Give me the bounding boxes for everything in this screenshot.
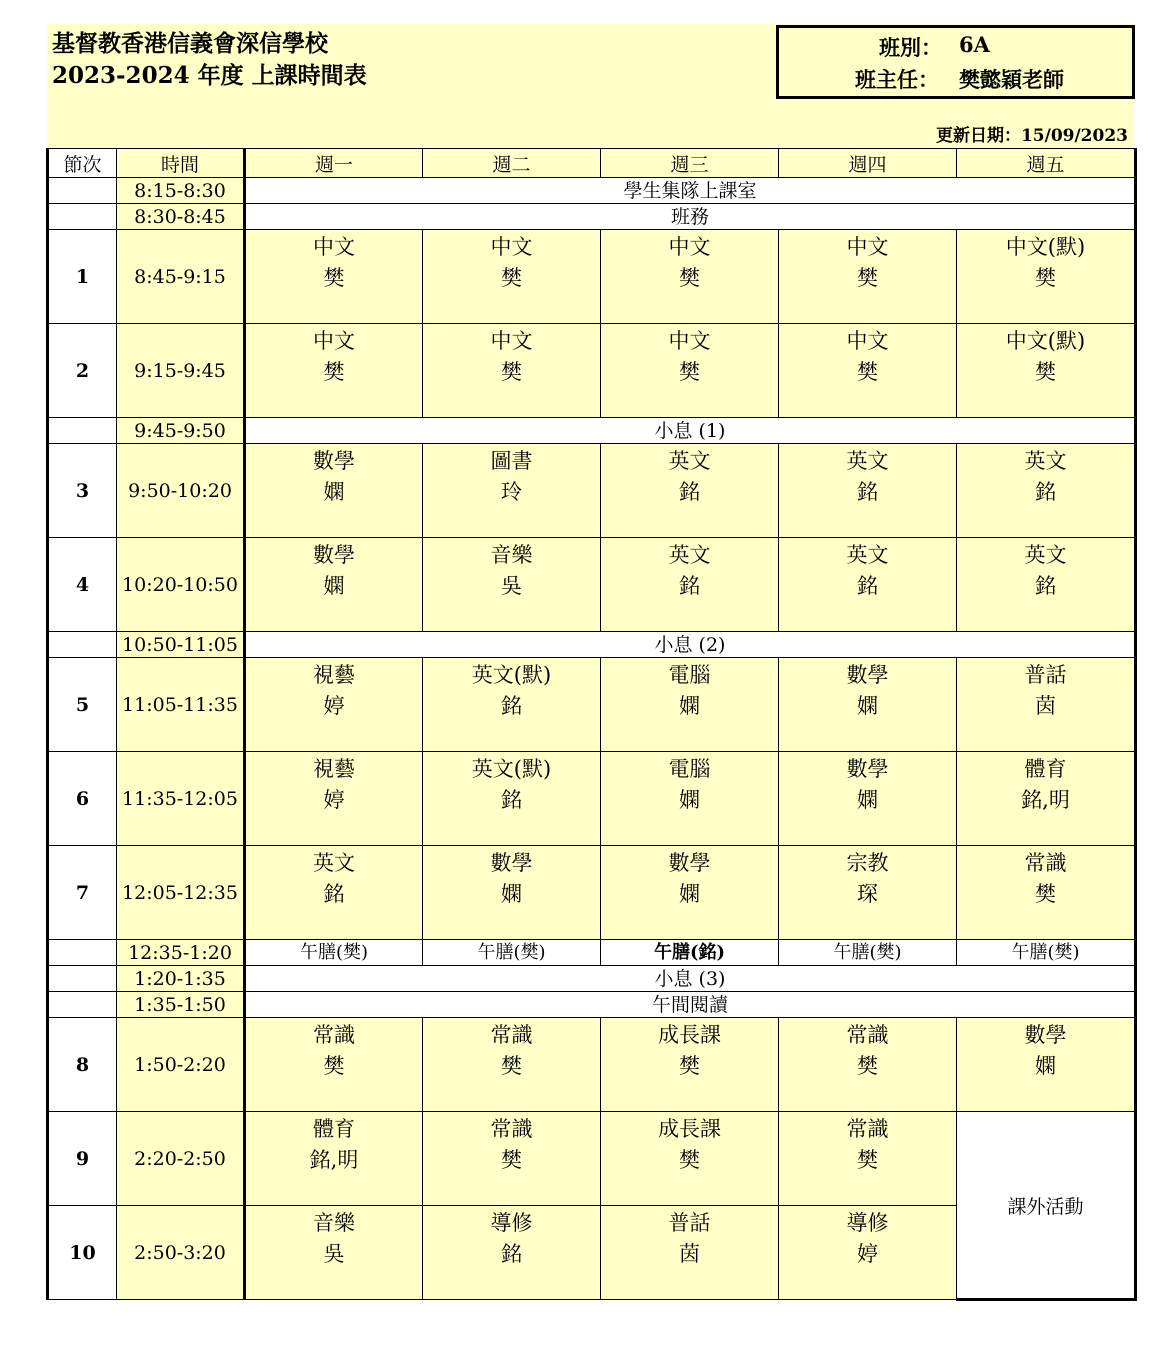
lesson-row — [48, 1112, 1136, 1206]
time-cell: 9:50-10:20 — [117, 444, 245, 538]
activity-cell: 班務 — [245, 204, 1136, 230]
subject-name: 常識 — [490, 1023, 533, 1047]
lesson-cell-mon — [245, 538, 423, 632]
lesson-cell-mon — [245, 324, 423, 418]
lesson-cell-tue — [423, 752, 601, 846]
lesson-cell-fri — [957, 846, 1136, 940]
subject-name: 英文 — [846, 543, 889, 567]
period-cell — [48, 992, 117, 1018]
subject-name: 音樂 — [490, 543, 533, 567]
subject-name: 成長課 — [658, 1023, 721, 1047]
time-cell: 9:15-9:45 — [117, 324, 245, 418]
lesson-cell-thu — [779, 1112, 957, 1206]
period-cell — [48, 632, 117, 658]
teacher-name: 婷 — [323, 788, 345, 812]
lesson-cell-wed — [601, 444, 779, 538]
lesson-cell-thu — [779, 538, 957, 632]
teacher-name: 樊 — [1035, 360, 1056, 384]
lesson-cell-wed — [601, 658, 779, 752]
subject-name: 中文 — [846, 329, 889, 353]
lesson-cell-tue — [423, 846, 601, 940]
lesson-cell-fri — [957, 658, 1136, 752]
lesson-cell-wed — [601, 1206, 779, 1300]
timetable-title: 2023-2024 年度 上課時間表 — [52, 62, 367, 89]
teacher-name: 樊 — [679, 360, 700, 384]
time-cell: 10:20-10:50 — [117, 538, 245, 632]
subject-name: 視藝 — [313, 663, 355, 687]
lesson-row — [48, 846, 1136, 940]
lesson-cell-wed — [601, 1112, 779, 1206]
teacher-name: 婷 — [323, 694, 345, 718]
subject-name: 英文 — [1024, 543, 1067, 567]
teacher-name: 嫻 — [679, 694, 700, 718]
teacher-name: 樊 — [857, 266, 878, 290]
teacher-name: 樊 — [857, 360, 878, 384]
period-cell — [48, 178, 117, 204]
lesson-cell-thu — [779, 658, 957, 752]
teacher-name: 銘 — [501, 788, 522, 812]
teacher-name: 樊 — [323, 266, 345, 290]
lesson-cell-mon — [245, 1206, 423, 1300]
lesson-row — [48, 324, 1136, 418]
teacher-name: 嫻 — [857, 788, 878, 812]
teacher-name: 銘 — [679, 480, 700, 504]
lesson-row — [48, 538, 1136, 632]
class-label: 班別： — [879, 35, 942, 60]
subject-name: 體育 — [1024, 757, 1067, 781]
lesson-cell-wed — [601, 846, 779, 940]
subject-name: 中文 — [313, 329, 355, 353]
lesson-cell-thu — [779, 846, 957, 940]
lunch-cell-wed: 午膳(銘) — [601, 940, 779, 966]
lesson-cell-fri — [957, 230, 1136, 324]
period-number: 4 — [48, 538, 117, 632]
lesson-cell-mon — [245, 846, 423, 940]
col-header-time: 時間 — [117, 149, 245, 178]
school-title — [52, 28, 367, 92]
subject-name: 常識 — [1024, 851, 1067, 875]
reading-cell: 午間閱讀 — [245, 992, 1136, 1018]
lesson-cell-fri — [957, 324, 1136, 418]
teacher-name: 銘 — [1035, 480, 1056, 504]
reading-row — [48, 992, 1136, 1018]
lesson-cell-tue — [423, 538, 601, 632]
lesson-cell-mon — [245, 658, 423, 752]
subject-name: 數學 — [846, 757, 889, 781]
time-cell: 8:30-8:45 — [117, 204, 245, 230]
subject-name: 中文 — [668, 235, 711, 259]
lesson-cell-tue — [423, 444, 601, 538]
teacher-name: 銘,明 — [309, 1148, 359, 1172]
subject-name: 中文 — [490, 235, 533, 259]
lesson-cell-tue — [423, 230, 601, 324]
teacher-name: 嫻 — [679, 882, 700, 906]
teacher-name: 銘 — [679, 574, 700, 598]
activity-cell: 學生集隊上課室 — [245, 178, 1136, 204]
subject-name: 導修 — [490, 1211, 533, 1235]
teacher-name: 茵 — [679, 1242, 700, 1266]
subject-name: 英文 — [313, 851, 355, 875]
teacher-name: 樊 — [501, 1148, 522, 1172]
time-cell: 12:05-12:35 — [117, 846, 245, 940]
lesson-row — [48, 444, 1136, 538]
subject-name: 普話 — [1024, 663, 1067, 687]
teacher-name: 銘 — [857, 574, 878, 598]
teacher-name: 樊 — [323, 1054, 345, 1078]
teacher-name: 嫻 — [857, 694, 878, 718]
teacher-name: 樊 — [323, 360, 345, 384]
lesson-cell-mon — [245, 752, 423, 846]
lesson-cell-fri — [957, 444, 1136, 538]
teacher-name: 茵 — [1035, 694, 1056, 718]
lesson-cell-tue — [423, 1112, 601, 1206]
subject-name: 普話 — [668, 1211, 711, 1235]
teacher-name: 銘 — [501, 1242, 522, 1266]
break-cell: 小息 (2) — [245, 632, 1136, 658]
subject-name: 成長課 — [658, 1117, 721, 1141]
teacher-name: 銘,明 — [1021, 788, 1070, 812]
lesson-cell-wed — [601, 538, 779, 632]
teacher-value: 樊懿穎老師 — [959, 67, 1064, 92]
time-cell: 8:15-8:30 — [117, 178, 245, 204]
subject-name: 常識 — [490, 1117, 533, 1141]
teacher-name: 銘 — [857, 480, 878, 504]
teacher-name: 嫻 — [1035, 1054, 1056, 1078]
lesson-cell-tue — [423, 658, 601, 752]
subject-name: 數學 — [668, 851, 711, 875]
subject-name: 英文(默) — [471, 757, 552, 781]
subject-name: 英文(默) — [471, 663, 552, 687]
lesson-cell-tue — [423, 324, 601, 418]
time-cell: 2:20-2:50 — [117, 1112, 245, 1206]
teacher-name: 樊 — [679, 1054, 700, 1078]
lesson-cell-wed — [601, 1018, 779, 1112]
teacher-name: 樊 — [1035, 266, 1056, 290]
time-cell: 11:05-11:35 — [117, 658, 245, 752]
time-cell: 10:50-11:05 — [117, 632, 245, 658]
lesson-cell-fri — [957, 1018, 1136, 1112]
period-cell — [48, 966, 117, 992]
teacher-label: 班主任： — [855, 67, 939, 92]
time-cell: 12:35-1:20 — [117, 940, 245, 966]
subject-name: 中文(默) — [1005, 329, 1086, 353]
lesson-cell-wed — [601, 230, 779, 324]
subject-name: 中文 — [668, 329, 711, 353]
col-header-thu: 週四 — [779, 149, 957, 178]
break-cell: 小息 (3) — [245, 966, 1136, 992]
break-row — [48, 966, 1136, 992]
period-number: 7 — [48, 846, 117, 940]
teacher-name: 嫻 — [323, 480, 345, 504]
lunch-cell-tue: 午膳(樊) — [423, 940, 601, 966]
extracurricular-cell: 課外活動 — [957, 1112, 1136, 1300]
subject-name: 數學 — [490, 851, 533, 875]
period-number: 3 — [48, 444, 117, 538]
period-cell — [48, 204, 117, 230]
lesson-cell-thu — [779, 1206, 957, 1300]
subject-name: 數學 — [1024, 1023, 1067, 1047]
lunch-cell-fri: 午膳(樊) — [957, 940, 1136, 966]
time-cell: 2:50-3:20 — [117, 1206, 245, 1300]
lesson-cell-fri — [957, 538, 1136, 632]
lesson-row — [48, 752, 1136, 846]
period-number: 5 — [48, 658, 117, 752]
subject-name: 數學 — [313, 449, 355, 473]
teacher-name: 樊 — [857, 1148, 878, 1172]
time-cell: 9:45-9:50 — [117, 418, 245, 444]
teacher-name: 琛 — [857, 882, 878, 906]
break-row — [48, 632, 1136, 658]
period-number: 9 — [48, 1112, 117, 1206]
lesson-row — [48, 1018, 1136, 1112]
teacher-name: 樊 — [679, 1148, 700, 1172]
subject-name: 圖書 — [490, 449, 533, 473]
lesson-cell-thu — [779, 752, 957, 846]
header-row — [48, 149, 1136, 178]
time-cell: 1:20-1:35 — [117, 966, 245, 992]
subject-name: 電腦 — [668, 663, 711, 687]
subject-name: 中文 — [490, 329, 533, 353]
period-number: 8 — [48, 1018, 117, 1112]
subject-name: 數學 — [846, 663, 889, 687]
teacher-name: 樊 — [1035, 882, 1056, 906]
subject-name: 常識 — [846, 1117, 889, 1141]
subject-name: 音樂 — [313, 1211, 355, 1235]
teacher-name: 銘 — [1035, 574, 1056, 598]
assembly-row — [48, 178, 1136, 204]
subject-name: 體育 — [313, 1117, 355, 1141]
lunch-row — [48, 940, 1136, 966]
teacher-name: 樊 — [679, 266, 700, 290]
lesson-cell-wed — [601, 752, 779, 846]
time-cell: 1:50-2:20 — [117, 1018, 245, 1112]
lesson-cell-mon — [245, 1112, 423, 1206]
subject-name: 電腦 — [668, 757, 711, 781]
lesson-cell-thu — [779, 1018, 957, 1112]
subject-name: 宗教 — [846, 851, 889, 875]
col-header-period: 節次 — [48, 149, 117, 178]
lunch-cell-mon: 午膳(樊) — [245, 940, 423, 966]
lesson-cell-wed — [601, 324, 779, 418]
subject-name: 中文 — [313, 235, 355, 259]
lesson-cell-mon — [245, 1018, 423, 1112]
teacher-name: 樊 — [501, 1054, 522, 1078]
subject-name: 常識 — [313, 1023, 355, 1047]
lunch-cell-thu: 午膳(樊) — [779, 940, 957, 966]
teacher-name: 玲 — [501, 480, 522, 504]
updated-date: 更新日期：15/09/2023 — [935, 126, 1128, 146]
lesson-row — [48, 230, 1136, 324]
break-row — [48, 418, 1136, 444]
teacher-name: 樊 — [501, 360, 522, 384]
time-cell: 8:45-9:15 — [117, 230, 245, 324]
period-cell — [48, 940, 117, 966]
lesson-cell-fri — [957, 752, 1136, 846]
time-cell: 11:35-12:05 — [117, 752, 245, 846]
lesson-cell-thu — [779, 324, 957, 418]
lesson-cell-tue — [423, 1018, 601, 1112]
lesson-cell-thu — [779, 230, 957, 324]
subject-name: 中文 — [846, 235, 889, 259]
subject-name: 中文(默) — [1005, 235, 1086, 259]
teacher-name: 吳 — [501, 574, 522, 598]
teacher-name: 嫻 — [323, 574, 345, 598]
teacher-name: 吳 — [323, 1242, 345, 1266]
lesson-cell-tue — [423, 1206, 601, 1300]
class-value: 6A — [959, 32, 990, 57]
col-header-fri: 週五 — [957, 149, 1136, 178]
teacher-name: 樊 — [501, 266, 522, 290]
teacher-name: 銘 — [323, 882, 345, 906]
class-affairs-row — [48, 204, 1136, 230]
lesson-cell-mon — [245, 230, 423, 324]
subject-name: 數學 — [313, 543, 355, 567]
period-number: 2 — [48, 324, 117, 418]
subject-name: 導修 — [846, 1211, 889, 1235]
lesson-cell-mon — [245, 444, 423, 538]
teacher-name: 嫻 — [679, 788, 700, 812]
teacher-name: 銘 — [501, 694, 522, 718]
teacher-name: 樊 — [857, 1054, 878, 1078]
lesson-cell-thu — [779, 444, 957, 538]
teacher-name: 嫻 — [501, 882, 522, 906]
class-info-box — [776, 25, 1135, 99]
subject-name: 英文 — [668, 449, 711, 473]
time-cell: 1:35-1:50 — [117, 992, 245, 1018]
subject-name: 視藝 — [313, 757, 355, 781]
timetable — [46, 148, 1137, 1301]
period-number: 1 — [48, 230, 117, 324]
col-header-tue: 週二 — [423, 149, 601, 178]
subject-name: 英文 — [846, 449, 889, 473]
break-cell: 小息 (1) — [245, 418, 1136, 444]
lesson-row — [48, 658, 1136, 752]
subject-name: 常識 — [846, 1023, 889, 1047]
col-header-mon: 週一 — [245, 149, 423, 178]
period-number: 6 — [48, 752, 117, 846]
period-cell — [48, 418, 117, 444]
school-name: 基督教香港信義會深信學校 — [52, 30, 328, 57]
subject-name: 英文 — [668, 543, 711, 567]
period-number: 10 — [48, 1206, 117, 1300]
teacher-name: 婷 — [857, 1242, 878, 1266]
subject-name: 英文 — [1024, 449, 1067, 473]
col-header-wed: 週三 — [601, 149, 779, 178]
